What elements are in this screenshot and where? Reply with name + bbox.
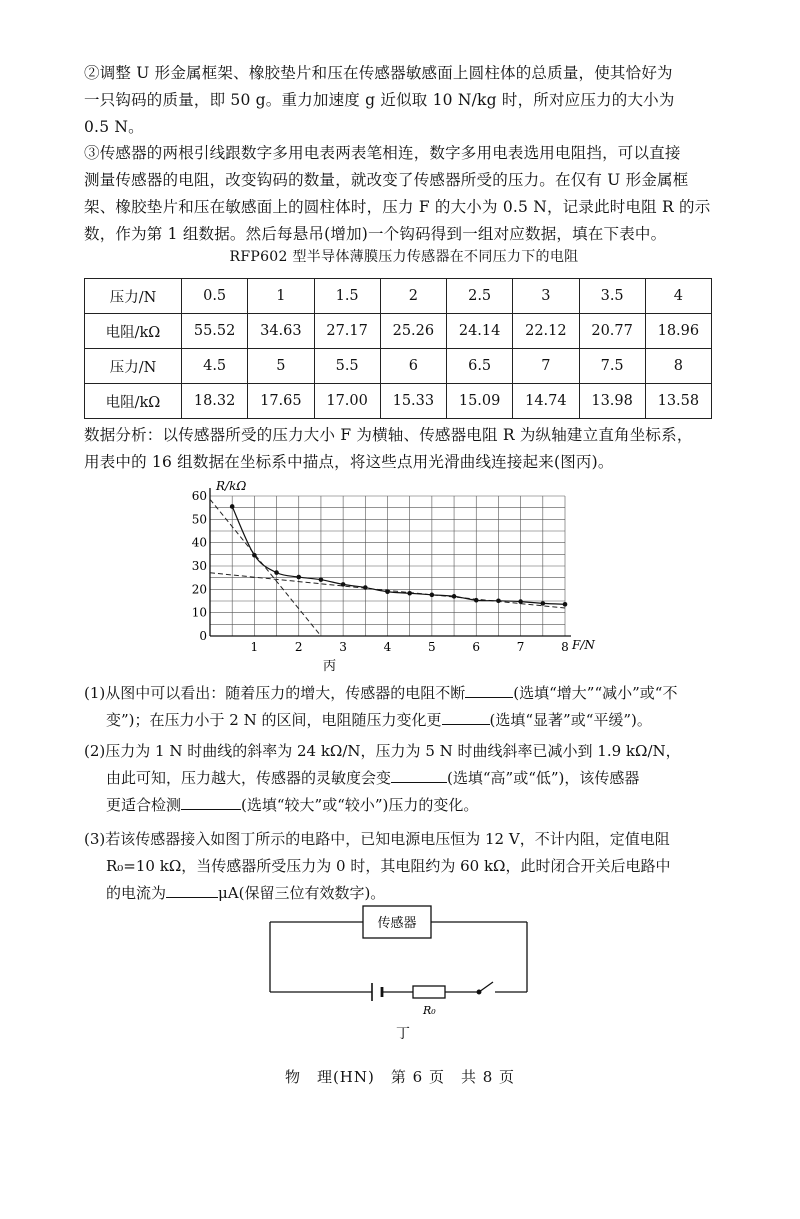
data-point	[496, 598, 501, 603]
intro-text-line: 测量传感器的电阻，改变钩码的数量，就改变了传感器所受的压力。在仅有 U 形金属框	[84, 171, 689, 189]
table-cell: 4.5	[182, 349, 248, 384]
question-text: 的电流为	[106, 884, 167, 902]
table-header-force: 压力/N	[85, 279, 182, 314]
data-point	[541, 601, 546, 606]
sensor-label: 传感器	[377, 916, 417, 931]
question-text: (3)若该传感器接入如图丁所示的电路中，已知电源电压恒为 12 V，不计内阻，定值电阻	[84, 830, 670, 848]
question-text: (选填“较大”或“较小”)压力的变化。	[241, 796, 479, 814]
table-row	[85, 279, 712, 314]
chart-axes	[210, 488, 571, 636]
page-footer: 物 理(HN) 第 6 页 共 8 页	[284, 1068, 516, 1086]
intro-paragraph-3	[84, 140, 724, 248]
data-point	[518, 599, 523, 604]
table-cell: 20.77	[579, 314, 645, 349]
fitted-curve	[232, 506, 565, 604]
question-1	[84, 680, 734, 734]
y-tick-label: 30	[191, 559, 207, 573]
analysis-text-line: 数据分析：以传感器所受的压力大小 F 为横轴、传感器电阻 R 为纵轴建立直角坐标系，	[84, 426, 693, 444]
circuit-caption: 丁	[396, 1026, 410, 1042]
y-tick-label: 50	[191, 512, 207, 527]
question-text: 变”)；在压力小于 2 N 的区间，电阻随压力变化更	[106, 711, 442, 729]
x-tick-label: 1	[250, 640, 259, 654]
table-cell: 15.09	[447, 384, 513, 419]
table-cell: 17.65	[248, 384, 314, 419]
resistance-table	[84, 278, 712, 419]
data-point	[252, 553, 257, 558]
y-tick-label: 40	[191, 535, 207, 550]
x-tick-label: 3	[339, 640, 347, 654]
data-point	[230, 504, 235, 509]
answer-blank[interactable]	[465, 683, 513, 698]
table-cell: 18.96	[645, 314, 711, 349]
x-tick-label: 7	[516, 640, 525, 654]
table-header-resistance: 电阻/kΩ	[85, 384, 182, 419]
table-cell: 14.74	[513, 384, 579, 419]
table-cell: 2	[380, 279, 446, 314]
circuit-diagram	[265, 892, 535, 1042]
answer-blank[interactable]	[442, 710, 490, 725]
question-text: (选填“增大”“减小”或“不	[513, 684, 678, 702]
table-cell: 4	[645, 279, 711, 314]
table-cell: 18.32	[182, 384, 248, 419]
table-cell: 5	[248, 349, 314, 384]
answer-blank[interactable]	[391, 768, 447, 783]
table-cell: 27.17	[314, 314, 380, 349]
intro-text-line: ②调整 U 形金属框架、橡胶垫片和压在传感器敏感面上圆柱体的总质量，使其恰好为	[84, 64, 673, 82]
table-cell: 13.98	[579, 384, 645, 419]
data-point	[363, 585, 368, 590]
data-point	[452, 594, 457, 599]
table-cell: 5.5	[314, 349, 380, 384]
table-cell: 7	[513, 349, 579, 384]
table-cell: 1.5	[314, 279, 380, 314]
table-cell: 15.33	[380, 384, 446, 419]
table-cell: 34.63	[248, 314, 314, 349]
switch-lever	[479, 982, 493, 992]
data-point	[474, 598, 479, 603]
x-tick-label: 8	[561, 640, 569, 654]
x-tick-label: 2	[294, 640, 303, 654]
intro-paragraph-2	[84, 60, 724, 141]
table-title: RFP602 型半导体薄膜压力传感器在不同压力下的电阻	[229, 249, 579, 265]
table-cell: 6.5	[447, 349, 513, 384]
question-text: μA(保留三位有效数字)。	[218, 884, 386, 902]
question-text: (选填“高”或“低”)，该传感器	[447, 769, 640, 787]
data-point	[274, 570, 279, 575]
data-point	[385, 589, 390, 594]
table-cell: 0.5	[182, 279, 248, 314]
table-cell: 55.52	[182, 314, 248, 349]
intro-text-line: 0.5 N。	[84, 118, 144, 136]
question-text: R₀=10 kΩ，当传感器所受压力为 0 时，其电阻约为 60 kΩ，此时闭合开关后电路中	[106, 857, 671, 875]
table-cell: 3.5	[579, 279, 645, 314]
table-cell: 13.58	[645, 384, 711, 419]
y-tick-label: 10	[191, 605, 207, 620]
resistance-force-chart	[190, 476, 610, 676]
chart-curve	[232, 506, 565, 604]
chart-x-axis-label: F/N	[572, 638, 595, 652]
table-header-resistance: 电阻/kΩ	[85, 314, 182, 349]
data-point	[319, 577, 324, 582]
x-tick-label: 5	[428, 640, 436, 654]
x-tick-label: 6	[472, 640, 481, 654]
answer-blank[interactable]	[181, 795, 241, 810]
table-cell: 17.00	[314, 384, 380, 419]
table-cell: 22.12	[513, 314, 579, 349]
intro-text-line: 数，作为第 1 组数据。然后每悬吊(增加)一个钩码得到一组对应数据，填在下表中。	[84, 225, 667, 243]
table-row	[85, 384, 712, 419]
chart-tick-labels	[192, 489, 569, 654]
table-cell: 6	[380, 349, 446, 384]
answer-blank[interactable]	[166, 883, 218, 898]
data-point	[407, 591, 412, 596]
analysis-text-line: 用表中的 16 组数据在坐标系中描点，将这些点用光滑曲线连接起来(图丙)。	[84, 453, 614, 471]
question-text: (1)从图中可以看出：随着压力的增大，传感器的电阻不断	[84, 684, 466, 702]
table-cell: 2.5	[447, 279, 513, 314]
y-tick-label: 20	[191, 582, 207, 597]
table-cell: 24.14	[447, 314, 513, 349]
data-point	[563, 602, 568, 607]
data-point	[341, 582, 346, 587]
chart-grid	[210, 496, 565, 636]
table-row	[85, 314, 712, 349]
chart-caption: 丙	[323, 659, 337, 674]
question-text: (选填“显著”或“平缓”)。	[489, 711, 652, 729]
intro-text-line: 架、橡胶垫片和压在敏感面上的圆柱体时，压力 F 的大小为 0.5 N，记录此时电阻 R 的示	[84, 198, 711, 216]
table-cell: 7.5	[579, 349, 645, 384]
question-text: 更适合检测	[106, 796, 182, 814]
chart-y-axis-label: R/kΩ	[216, 479, 247, 493]
table-cell: 8	[645, 349, 711, 384]
y-tick-label: 60	[191, 489, 207, 503]
table-cell: 3	[513, 279, 579, 314]
question-text: 由此可知，压力越大，传感器的灵敏度会变	[106, 769, 392, 787]
data-point	[296, 575, 301, 580]
resistor-r0	[413, 986, 445, 998]
tangent-line	[210, 499, 321, 636]
question-text: (2)压力为 1 N 时曲线的斜率为 24 kΩ/N，压力为 5 N 时曲线斜率已减小到 1.9 kΩ/N，	[84, 742, 681, 760]
table-row	[85, 349, 712, 384]
analysis-paragraph	[84, 422, 744, 476]
question-2	[84, 738, 734, 819]
table-cell: 25.26	[380, 314, 446, 349]
x-tick-label: 4	[383, 640, 392, 654]
intro-text-line: 一只钩码的质量，即 50 g。重力加速度 g 近似取 10 N/kg 时，所对应压力的大小为	[84, 91, 675, 109]
y-tick-label: 0	[199, 629, 207, 643]
resistor-label: R₀	[423, 1004, 436, 1017]
table-header-force: 压力/N	[85, 349, 182, 384]
table-cell: 1	[248, 279, 314, 314]
data-point	[430, 593, 435, 598]
intro-text-line: ③传感器的两根引线跟数字多用电表两表笔相连，数字多用电表选用电阻挡，可以直接	[84, 144, 681, 162]
